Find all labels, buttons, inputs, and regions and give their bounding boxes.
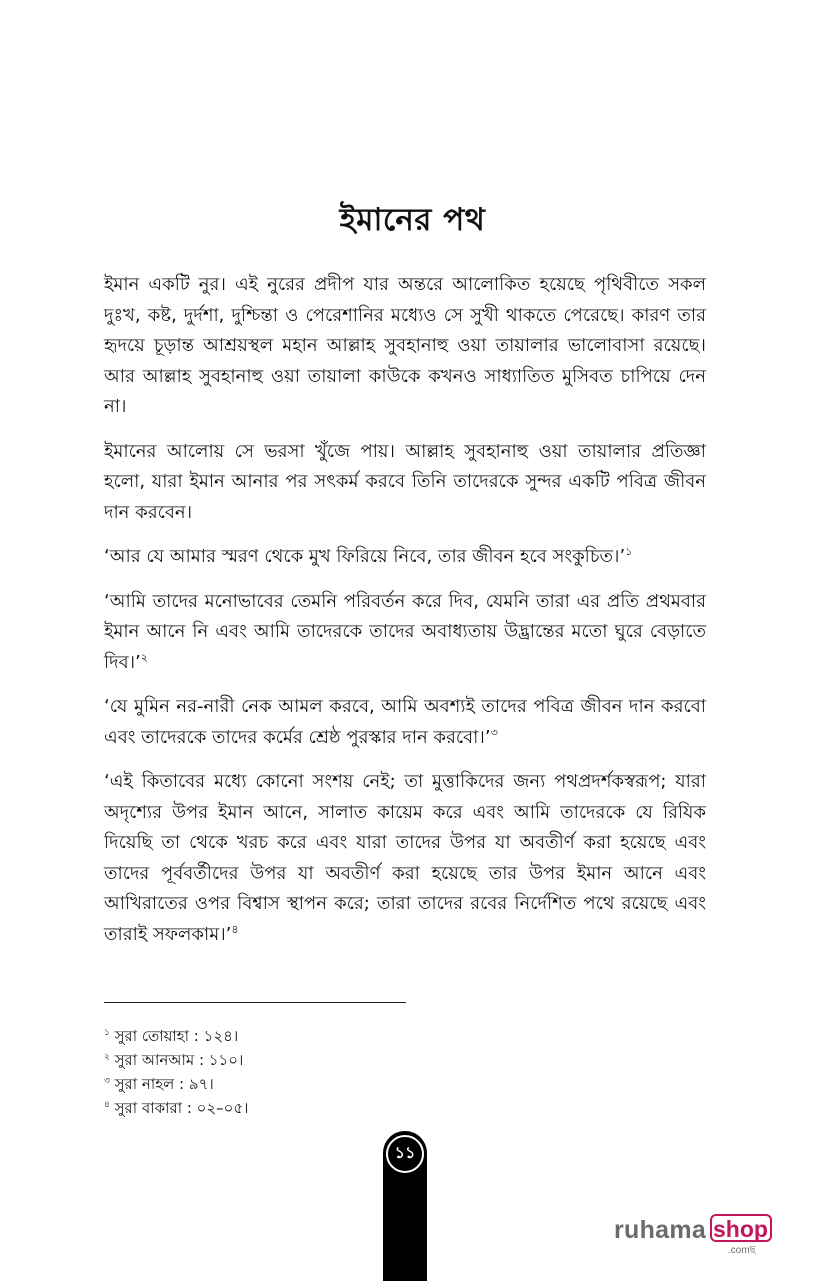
footnote-text: সুরা তোয়াহা : ১২৪।: [114, 1027, 239, 1045]
paragraph-text: ইমানের আলোয় সে ভরসা খুঁজে পায়। আল্লাহ সুবহানাহু ওয়া তায়ালার প্রতিজ্ঞা হলো, যারা ইমান আনার পর সৎকর্ম করবে তিনি তাদেরকে সুন্দর একটি পবিত্র জীবন দান করবেন।: [104, 440, 706, 523]
footnotes: [104, 1024, 249, 1120]
quote-paragraph: [104, 587, 706, 679]
footnote-item: [104, 1072, 249, 1096]
footnote-ref[interactable]: ২: [140, 650, 148, 664]
footnote-number: ২: [104, 1052, 110, 1062]
footnote-ref[interactable]: ৩: [490, 725, 498, 739]
paragraph-text: ‘আর যে আমার স্মরণ থেকে মুখ ফিরিয়ে নিবে, তার জীবন হবে সংকুচিত।’: [104, 546, 626, 567]
footnote-text: সুরা নাহল : ৯৭।: [114, 1075, 214, 1093]
footnote-number: ১: [104, 1028, 110, 1038]
footnote-text: সুরা বাকারা : ০২–০৫।: [114, 1099, 249, 1117]
paragraph: [104, 270, 706, 423]
brand-logo-text-right: shop: [713, 1216, 768, 1242]
footnote-number: ৩: [104, 1076, 110, 1086]
page-number: ১১: [386, 1135, 424, 1173]
footnote-item: [104, 1048, 249, 1072]
paragraph-text: ইমান একটি নুর। এই নুরের প্রদীপ যার অন্তরে আলোকিত হয়েছে পৃথিবীতে সকল দুঃখ, কষ্ট, দুর্দশা, দুশ্চিন্তা ও পেরেশানির মধ্যেও সে সুখী থাকতে পেরেছে। কারণ তার হৃদয়ে চূড়ান্ত আশ্রয়স্থল মহান আল্লাহ সুবহানাহু ওয়া তায়ালার ভালোবাসা রয়েছে। আর আল্লাহ সুবহানাহু ওয়া তায়ালা কাউকে কখনও সাধ্যাতিত মুসিবত চাপিয়ে দেন না।: [104, 274, 706, 417]
footnote-text: সুরা আনআম : ১১০।: [114, 1051, 244, 1069]
brand-logo-text-left: ruhama: [614, 1216, 707, 1244]
footnote-divider: [104, 1002, 406, 1003]
footnote-item: [104, 1024, 249, 1048]
footnote-number: ৪: [104, 1100, 110, 1110]
page-title: ইমানের পথ: [339, 202, 486, 238]
brand-logo: [614, 1212, 784, 1262]
body-text: [104, 270, 706, 964]
footnote-item: [104, 1096, 249, 1120]
quote-paragraph: [104, 542, 706, 573]
footnote-ref[interactable]: ১: [625, 545, 633, 558]
quote-paragraph: [104, 692, 706, 753]
paragraph-text: ‘আমি তাদের মনোভাবের তেমনি পরিবর্তন করে দিব, যেমনি তারা এর প্রতি প্রথমবার ইমান আনে নি এবং আমি তাদেরকে তাদের অবাধ্যতায় উদ্ভ্রান্তের মতো ঘুরে বেড়াতে দিব।’: [104, 590, 706, 673]
quote-paragraph: [104, 767, 706, 950]
paragraph-text: ‘এই কিতাবের মধ্যে কোনো সংশয় নেই; তা মুত্তাকিদের জন্য পথপ্রদর্শকস্বরূপ; যারা অদৃশ্যের উপর ইমান আনে, সালাত কায়েম করে এবং আমি তাদেরকে যে রিযিক দিয়েছি তা থেকে খরচ করে এবং যারা তাদের উপর যা অবতীর্ণ করা হয়েছে এবং তাদের পূর্ববর্তীদের উপর যা অবতীর্ণ করা হয়েছে তার উপর ইমান আনে এবং আখিরাতের ওপর বিশ্বাস স্থাপন করে; তারা তাদের রবের নির্দেশিত পথে রয়েছে এবং তারাই সফলকাম।’: [104, 771, 706, 945]
footnote-ref[interactable]: ৪: [231, 922, 239, 936]
brand-logo-suffix: .comছ: [728, 1245, 756, 1256]
paragraph-text: ‘যে মুমিন নর-নারী নেক আমল করবে, আমি অবশ্যই তাদের পবিত্র জীবন দান করবো এবং তাদেরকে তাদের কর্মের শ্রেষ্ঠ পুরস্কার দান করবো।’: [104, 696, 706, 748]
paragraph: [104, 437, 706, 529]
